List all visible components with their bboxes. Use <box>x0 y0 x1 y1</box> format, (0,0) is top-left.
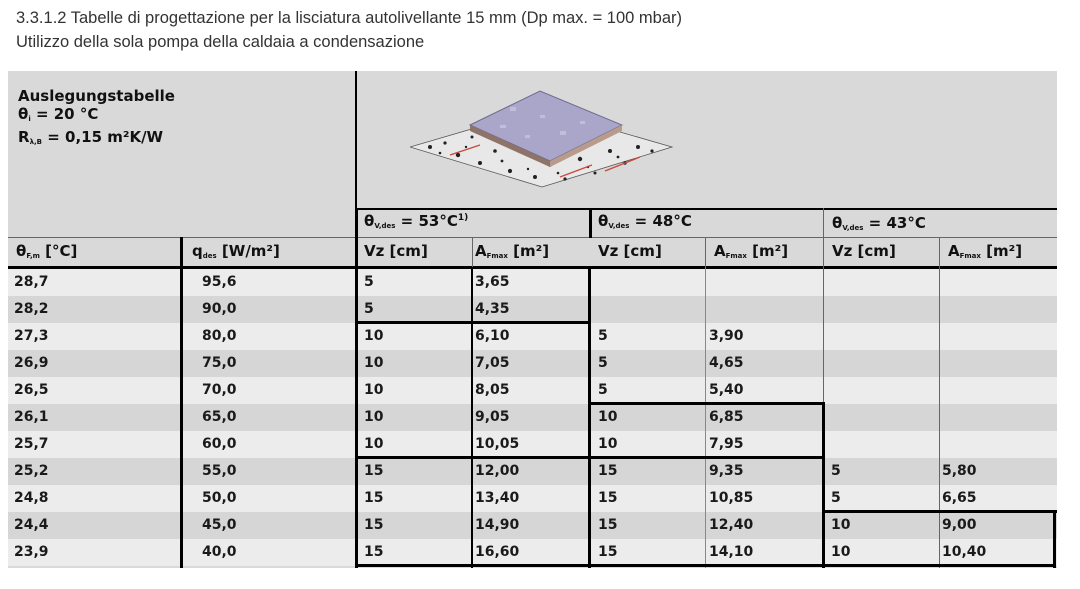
heading-title: 3.3.1.2 Tabelle di progettazione per la lisciatura autolivellante 15 mm (Dp max. = 100 mbar) <box>16 9 683 27</box>
table-row <box>8 431 1057 458</box>
design-r-lambda: $R_{\lambda,B} = 0,15$ m²K/W <box>18 128 164 146</box>
cell-vz-48: 10 <box>598 409 618 425</box>
table-row <box>8 404 1057 431</box>
cell-theta-fm: 26,1 <box>14 409 49 425</box>
group-header-43: $\theta_{V,des} = 43^\circ C$ <box>832 214 926 232</box>
table-row <box>8 323 1057 350</box>
cell-a-43: 9,00 <box>942 517 977 533</box>
cell-vz-43: 5 <box>831 463 841 479</box>
cell-a-48: 4,65 <box>709 355 744 371</box>
cell-a-48: 10,85 <box>709 490 754 506</box>
col-header-a-3: $A_{Fmax}$ [m²] <box>948 242 1023 260</box>
header-rule-groups <box>356 208 1057 210</box>
heading-subtitle: Utilizzo della sola pompa della caldaia a condensazione <box>16 33 425 51</box>
cell-vz-48: 5 <box>598 328 608 344</box>
cell-theta-fm: 25,7 <box>14 436 49 452</box>
cell-q-des: 60,0 <box>202 436 237 452</box>
cell-a-48: 5,40 <box>709 382 744 398</box>
divider-group-1-left <box>355 208 358 568</box>
cell-vz-53: 15 <box>364 490 384 506</box>
cell-vz-48: 15 <box>598 490 618 506</box>
cell-a-43: 6,65 <box>942 490 977 506</box>
cell-theta-fm: 25,2 <box>14 463 49 479</box>
col-header-vz-2: Vz [cm] <box>598 242 662 260</box>
cell-theta-fm: 26,5 <box>14 382 49 398</box>
cell-vz-43: 10 <box>831 544 851 560</box>
cell-vz-53: 15 <box>364 463 384 479</box>
divider-q-des <box>180 237 183 568</box>
box48-v10-top <box>589 402 825 405</box>
table-row <box>8 296 1057 323</box>
cell-a-53: 4,35 <box>475 301 510 317</box>
cell-theta-fm: 24,8 <box>14 490 49 506</box>
page-heading <box>16 6 682 54</box>
cell-vz-53: 5 <box>364 301 374 317</box>
table-row <box>8 350 1057 377</box>
cell-a-53: 12,00 <box>475 463 520 479</box>
cell-a-43: 5,80 <box>942 463 977 479</box>
box53-v5-bottom <box>356 321 590 324</box>
header-divider <box>355 71 357 208</box>
cell-theta-fm: 24,4 <box>14 517 49 533</box>
table-row <box>8 512 1057 539</box>
divider-col-a-2 <box>705 267 706 568</box>
divider-group-3-inner <box>939 237 940 568</box>
cell-q-des: 45,0 <box>202 517 237 533</box>
cell-theta-fm: 28,2 <box>14 301 49 317</box>
cell-a-48: 12,40 <box>709 517 754 533</box>
cell-a-53: 9,05 <box>475 409 510 425</box>
design-conditions <box>18 87 175 151</box>
box48-bottom <box>589 564 825 567</box>
cell-q-des: 40,0 <box>202 544 237 560</box>
group-header-53: $\theta_{V,des} = 53^\circ C^{1)}$ <box>364 212 469 230</box>
cell-theta-fm: 27,3 <box>14 328 49 344</box>
cell-q-des: 65,0 <box>202 409 237 425</box>
cell-a-53: 6,10 <box>475 328 510 344</box>
box53-right <box>588 321 591 568</box>
cell-vz-48: 15 <box>598 517 618 533</box>
col-header-vz-3: Vz [cm] <box>832 242 896 260</box>
cell-theta-fm: 26,9 <box>14 355 49 371</box>
cell-a-53: 7,05 <box>475 355 510 371</box>
cell-a-48: 3,90 <box>709 328 744 344</box>
col-header-vz-1: Vz [cm] <box>364 242 428 260</box>
cell-vz-48: 15 <box>598 544 618 560</box>
cell-a-48: 6,85 <box>709 409 744 425</box>
cell-vz-53: 15 <box>364 544 384 560</box>
cell-a-43: 10,40 <box>942 544 987 560</box>
cell-theta-fm: 28,7 <box>14 274 49 290</box>
cell-vz-43: 10 <box>831 517 851 533</box>
table-row <box>8 485 1057 512</box>
cell-theta-fm: 23,9 <box>14 544 49 560</box>
box53-bottom <box>356 564 592 567</box>
cell-a-53: 3,65 <box>475 274 510 290</box>
col-header-a-2: $A_{Fmax}$ [m²] <box>714 242 789 260</box>
cell-vz-53: 5 <box>364 274 374 290</box>
cell-a-53: 14,90 <box>475 517 520 533</box>
cell-vz-53: 15 <box>364 517 384 533</box>
cell-vz-53: 10 <box>364 355 384 371</box>
cell-a-53: 10,05 <box>475 436 520 452</box>
table-row <box>8 458 1057 485</box>
cell-q-des: 50,0 <box>202 490 237 506</box>
cell-q-des: 80,0 <box>202 328 237 344</box>
box53-v10-bottom <box>356 456 592 459</box>
cell-q-des: 95,6 <box>202 274 237 290</box>
table-row <box>8 269 1057 296</box>
cell-a-53: 16,60 <box>475 544 520 560</box>
cell-vz-53: 10 <box>364 328 384 344</box>
table-row <box>8 377 1057 404</box>
table-row <box>8 539 1057 566</box>
cell-q-des: 90,0 <box>202 301 237 317</box>
header-rule-columns <box>8 237 1057 238</box>
header-rule-bottom <box>8 266 1057 269</box>
floor-heating-illustration <box>410 85 680 195</box>
box48-v10-right <box>822 402 825 459</box>
cell-a-53: 13,40 <box>475 490 520 506</box>
cell-vz-53: 10 <box>364 436 384 452</box>
box43-bottom <box>823 564 1056 567</box>
cell-q-des: 70,0 <box>202 382 237 398</box>
box43-v10-right <box>1053 510 1056 568</box>
cell-a-48: 14,10 <box>709 544 754 560</box>
cell-vz-43: 5 <box>831 490 841 506</box>
cell-vz-48: 15 <box>598 463 618 479</box>
col-header-q-des: $q_{des}$ [W/m²] <box>192 242 280 260</box>
design-title: Auslegungstabelle <box>18 87 175 105</box>
cell-vz-48: 5 <box>598 382 608 398</box>
group-header-48: $\theta_{V,des} = 48^\circ C$ <box>598 212 692 230</box>
cell-vz-53: 10 <box>364 409 384 425</box>
box53-inner-a <box>471 267 473 568</box>
cell-a-53: 8,05 <box>475 382 510 398</box>
cell-vz-53: 10 <box>364 382 384 398</box>
cell-vz-48: 10 <box>598 436 618 452</box>
col-header-a-1: $A_{Fmax}$ [m²] <box>475 242 550 260</box>
cell-q-des: 55,0 <box>202 463 237 479</box>
divider-group-2-left <box>589 208 592 238</box>
cell-vz-48: 5 <box>598 355 608 371</box>
box48-v15-top <box>589 456 825 459</box>
cell-q-des: 75,0 <box>202 355 237 371</box>
cell-a-48: 7,95 <box>709 436 744 452</box>
divider-group-2-inner <box>705 237 706 267</box>
box43-v10-top <box>823 510 1057 513</box>
design-theta-i: $\theta_i = 20$ °C <box>18 105 99 123</box>
design-table <box>8 71 1057 568</box>
box53-v5-right <box>588 267 591 324</box>
cell-a-48: 9,35 <box>709 463 744 479</box>
divider-group-1-inner <box>472 237 473 267</box>
col-header-theta-fm: $\theta_{F,m}$ [°C] <box>16 242 78 260</box>
